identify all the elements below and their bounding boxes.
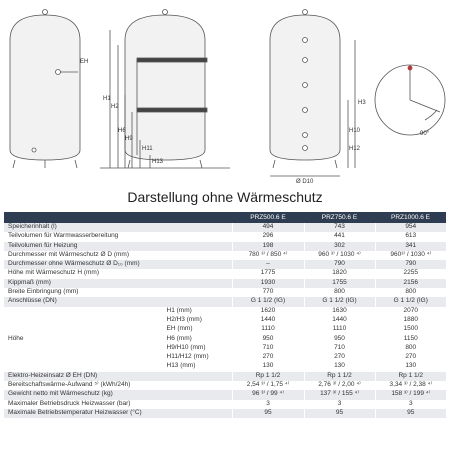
row-value: Rp 1 1/2 bbox=[375, 372, 446, 381]
row-value: 1755 bbox=[304, 279, 375, 288]
row-value: 1440 bbox=[304, 316, 375, 325]
row-value: 270 bbox=[232, 353, 304, 362]
tank-section-view bbox=[100, 10, 230, 169]
row-value: 1880 bbox=[375, 316, 446, 325]
header-empty bbox=[4, 212, 232, 223]
row-value: 95 bbox=[375, 409, 446, 418]
row-value: 441 bbox=[304, 232, 375, 241]
table-row bbox=[4, 279, 446, 288]
table-row bbox=[4, 288, 446, 297]
row-label: Maximale Betriebstemperatur Heizwasser (°C) bbox=[4, 409, 232, 418]
table-row bbox=[4, 297, 446, 306]
row-value: 130 bbox=[375, 362, 446, 371]
row-value: 710 bbox=[304, 344, 375, 353]
row-value: 800 bbox=[375, 344, 446, 353]
table-row bbox=[4, 260, 446, 269]
table-row bbox=[4, 409, 446, 418]
column-header: PRZ1000.6 E bbox=[375, 212, 446, 223]
row-value: 710 bbox=[232, 344, 304, 353]
row-value: 3,34 ³⁾ / 2,38 ⁴⁾ bbox=[375, 381, 446, 390]
row-value: G 1 1/2 (IG) bbox=[304, 297, 375, 306]
label-h6: H6 bbox=[118, 128, 126, 134]
table-row bbox=[4, 372, 446, 381]
row-value: 95 bbox=[304, 409, 375, 418]
row-value: 950 bbox=[232, 335, 304, 344]
row-value: 2255 bbox=[375, 269, 446, 278]
row-value: 270 bbox=[304, 353, 375, 362]
row-value: 3 bbox=[375, 400, 446, 409]
row-value: 3 bbox=[304, 400, 375, 409]
row-label: Höhe mit Wärmeschutz H (mm) bbox=[4, 269, 232, 278]
row-value: 96 ³⁾ / 99 ⁴⁾ bbox=[232, 390, 304, 399]
row-value: 2156 bbox=[375, 279, 446, 288]
row-label: Durchmesser mit Wärmeschutz Ø D (mm) bbox=[4, 251, 232, 260]
row-value: 2,76 ³⁾ / 2,00 ⁴⁾ bbox=[304, 381, 375, 390]
tank-front-view bbox=[10, 10, 80, 169]
row-value: – bbox=[232, 260, 304, 269]
row-value: 95 bbox=[232, 409, 304, 418]
label-h3: H3 bbox=[358, 100, 366, 106]
label-h9: H9 bbox=[125, 136, 133, 142]
label-angle: 90° bbox=[420, 131, 430, 137]
row-value: 960³⁾ / 1030 ⁴⁾ bbox=[375, 251, 446, 260]
row-value: 341 bbox=[375, 242, 446, 251]
row-value: 613 bbox=[375, 232, 446, 241]
table-row bbox=[4, 242, 446, 251]
row-label: Maximaler Betriebsdruck Heizwasser (bar) bbox=[4, 400, 232, 409]
row-value: 296 bbox=[232, 232, 304, 241]
label-h12: H12 bbox=[349, 146, 361, 152]
row-sublabel: H1 (mm) bbox=[164, 307, 232, 316]
row-value: 950 bbox=[304, 335, 375, 344]
row-label: Durchmesser ohne Wärmeschutz Ø D₁₀ (mm) bbox=[4, 260, 232, 269]
column-header: PRZ750.6 E bbox=[304, 212, 375, 223]
row-label: Anschlüsse (DN) bbox=[4, 297, 232, 306]
row-sublabel: H9/H10 (mm) bbox=[164, 344, 232, 353]
row-value: 770 bbox=[232, 288, 304, 297]
row-label: Speicherinhalt (l) bbox=[4, 223, 232, 232]
table-row bbox=[4, 400, 446, 409]
row-value: 2,54 ³⁾ / 1,75 ⁴⁾ bbox=[232, 381, 304, 390]
row-value: 1500 bbox=[375, 325, 446, 334]
row-value: 1930 bbox=[232, 279, 304, 288]
row-label: Teilvolumen für Heizung bbox=[4, 242, 232, 251]
row-value: 800 bbox=[375, 288, 446, 297]
row-value: 137 ³⁾ / 155 ⁴⁾ bbox=[304, 390, 375, 399]
row-value: 302 bbox=[304, 242, 375, 251]
row-sublabel: H13 (mm) bbox=[164, 362, 232, 371]
row-value: 130 bbox=[232, 362, 304, 371]
row-sublabel: H2/H3 (mm) bbox=[164, 316, 232, 325]
row-value: 743 bbox=[304, 223, 375, 232]
row-value: 158 ³⁾ / 199 ⁴⁾ bbox=[375, 390, 446, 399]
column-header: PRZ500.6 E bbox=[232, 212, 304, 223]
row-value: 494 bbox=[232, 223, 304, 232]
section-heading: Darstellung ohne Wärmeschutz bbox=[127, 189, 323, 205]
table-row bbox=[4, 269, 446, 278]
row-label: Teilvolumen für Warmwasserbereitung bbox=[4, 232, 232, 241]
row-value: 780 ³⁾ / 850 ⁴⁾ bbox=[232, 251, 304, 260]
label-h2: H2 bbox=[111, 104, 119, 110]
row-value: 800 bbox=[304, 288, 375, 297]
tank-side-view bbox=[270, 10, 355, 177]
row-label: Gewicht netto mit Wärmeschutz (kg) bbox=[4, 390, 232, 399]
row-label: Elektro-Heizeinsatz Ø EH (DN) bbox=[4, 372, 232, 381]
row-value: 1150 bbox=[375, 335, 446, 344]
row-label: Breite Einbringung (mm) bbox=[4, 288, 232, 297]
spec-table bbox=[4, 212, 446, 418]
row-value: 790 bbox=[304, 260, 375, 269]
row-value: 3 bbox=[232, 400, 304, 409]
row-value: 790 bbox=[375, 260, 446, 269]
label-d10: Ø D10 bbox=[296, 179, 314, 185]
row-value: 1820 bbox=[304, 269, 375, 278]
row-value: 954 bbox=[375, 223, 446, 232]
technical-drawing bbox=[0, 0, 450, 188]
table-row bbox=[4, 251, 446, 260]
row-label: Kippmaß (mm) bbox=[4, 279, 232, 288]
row-value: 198 bbox=[232, 242, 304, 251]
row-value: 1110 bbox=[304, 325, 375, 334]
row-value: 1620 bbox=[232, 307, 304, 316]
row-value: Rp 1 1/2 bbox=[304, 372, 375, 381]
table-header-row bbox=[4, 212, 446, 223]
label-eh: EH bbox=[80, 59, 89, 65]
row-value: 1630 bbox=[304, 307, 375, 316]
row-value: 2070 bbox=[375, 307, 446, 316]
tank-top-view bbox=[375, 65, 445, 135]
hoehe-group-label: Höhe bbox=[4, 307, 164, 372]
row-value: 130 bbox=[304, 362, 375, 371]
label-h13: H13 bbox=[152, 159, 164, 165]
row-value: G 1 1/2 (IG) bbox=[232, 297, 304, 306]
row-sublabel: H6 (mm) bbox=[164, 335, 232, 344]
row-sublabel: EH (mm) bbox=[164, 325, 232, 334]
table-row bbox=[4, 232, 446, 241]
row-value: 1110 bbox=[232, 325, 304, 334]
row-value: 1440 bbox=[232, 316, 304, 325]
row-value: 270 bbox=[375, 353, 446, 362]
label-h11: H11 bbox=[142, 146, 153, 152]
table-row bbox=[4, 223, 446, 232]
table-row bbox=[4, 307, 446, 316]
row-sublabel: H11/H12 (mm) bbox=[164, 353, 232, 362]
row-value: 1775 bbox=[232, 269, 304, 278]
table-row bbox=[4, 390, 446, 399]
row-label: Bereitschaftswärme-Aufwand ⁵⁾ (kWh/24h) bbox=[4, 381, 232, 390]
row-value: G 1 1/2 (IG) bbox=[375, 297, 446, 306]
label-h10: H10 bbox=[349, 128, 361, 134]
label-h1: H1 bbox=[103, 96, 111, 102]
table-row bbox=[4, 381, 446, 390]
row-value: Rp 1 1/2 bbox=[232, 372, 304, 381]
row-value: 960 ³⁾ / 1030 ⁴⁾ bbox=[304, 251, 375, 260]
